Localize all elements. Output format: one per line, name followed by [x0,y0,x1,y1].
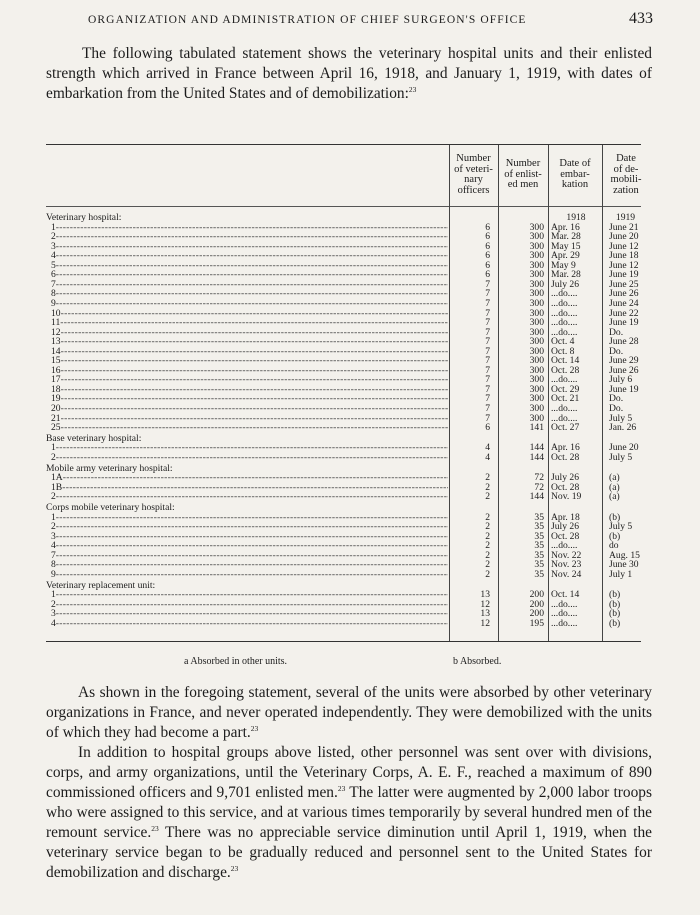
officers-cell: 2 [485,530,490,542]
officers-cell: 7 [485,374,490,386]
unit-number: 1 [51,590,56,601]
officers-cell: 6 [485,221,490,233]
unit-number: 1A [51,473,63,484]
officers-cell: 7 [485,364,490,376]
demobilization-cell: (b) [609,530,621,542]
unit-number: 1 [51,222,56,233]
demobilization-cell: July 6 [609,374,633,386]
table-row [46,492,641,502]
unit-label [46,609,448,619]
intro-text: The following tabulated statement shows the veterinary hospital units and their enlisted strength which arrived in France between April 16, 1918, and January 1, 1919, with dates of embarkation from the United States and of demobilization: [46,45,652,102]
enlisted-men-cell: 300 [529,231,544,243]
unit-label [46,299,448,309]
unit-number: 1B [51,482,63,493]
officers-cell: 7 [485,393,490,405]
unit-label [46,551,448,561]
embarkation-cell: July 26 [551,472,579,484]
enlisted-men-cell: 195 [529,617,544,629]
demobilization-cell: June 28 [609,336,639,348]
demobilization-cell: (a) [609,481,620,493]
unit-number: 2 [51,599,56,610]
unit-label [46,570,448,580]
officers-cell: 2 [485,481,490,493]
enlisted-men-cell: 35 [534,559,544,571]
embarkation-cell: ...do.... [551,326,578,338]
unit-label [46,560,448,570]
embarkation-cell: ...do.... [551,540,578,552]
enlisted-men-cell: 200 [529,598,544,610]
unit-label [46,453,448,463]
officers-cell: 12 [480,598,490,610]
officers-cell: 7 [485,412,490,424]
embarkation-cell: ...do.... [551,307,578,319]
unit-label [46,223,448,233]
enlisted-men-cell: 300 [529,336,544,348]
demobilization-cell: June 20 [609,442,639,454]
unit-number: 6 [51,270,56,281]
officers-cell: 2 [485,472,490,484]
unit-number: 7 [51,550,56,561]
unit-number: 9 [51,298,56,309]
embarkation-cell: July 26 [551,278,579,290]
section-label: Veterinary replacement unit: [46,580,156,591]
demobilization-cell: June 20 [609,231,639,243]
footnote-ref: 23 [408,85,417,94]
demobilization-cell: Do. [609,326,624,338]
embarkation-cell: May 15 [551,240,581,252]
embarkation-cell: Nov. 23 [551,559,582,571]
enlisted-men-cell: 35 [534,530,544,542]
unit-number: 1 [51,512,56,523]
officers-cell: 2 [485,559,490,571]
enlisted-men-cell: 35 [534,540,544,552]
embarkation-cell: ...do.... [551,297,578,309]
demobilization-cell: (b) [609,589,621,601]
unit-label [46,590,448,600]
unit-label [46,385,448,395]
demobilization-cell: July 1 [609,568,633,580]
officers-cell: 6 [485,240,490,252]
enlisted-men-cell: 300 [529,221,544,233]
unit-number: 19 [51,394,61,405]
embarkation-cell: Oct. 29 [551,383,580,395]
unit-number: 17 [51,375,61,386]
enlisted-men-cell: 300 [529,240,544,252]
embarkation-cell: Oct. 14 [551,355,580,367]
officers-cell: 7 [485,383,490,395]
embarkation-cell: Oct. 4 [551,336,575,348]
demobilization-cell: June 30 [609,559,639,571]
section-label: Veterinary hospital: [46,213,122,223]
unit-label [46,404,448,414]
unit-label [46,375,448,385]
demobilization-cell: June 26 [609,288,639,300]
officers-cell: 2 [485,491,490,503]
demobilization-cell: June 21 [609,221,639,233]
unit-number: 3 [51,531,56,542]
unit-number: 3 [51,609,56,620]
paragraph-text: There was no appreciable service diminution until April 1, 1919, when the veterinary service began to be gradually reduced and personnel sent to the United States for demobilization and discharge. [46,824,652,881]
unit-label [46,492,448,502]
embarkation-cell: ...do.... [551,288,578,300]
embarkation-cell: Mar. 28 [551,231,581,243]
unit-number: 11 [51,318,61,329]
enlisted-men-cell: 300 [529,317,544,329]
enlisted-men-cell: 300 [529,345,544,357]
table-row [46,619,641,629]
unit-number: 3 [51,241,56,252]
unit-number: 25 [51,423,61,434]
unit-label [46,532,448,542]
enlisted-men-cell: 300 [529,326,544,338]
enlisted-men-cell: 200 [529,589,544,601]
unit-number: 15 [51,356,61,367]
footnote-ref: 23 [337,784,346,793]
embarkation-cell: ...do.... [551,374,578,386]
demobilization-cell: (b) [609,608,621,620]
section-label: Mobile army veterinary hospital: [46,463,173,474]
unit-label [46,483,448,493]
officers-cell: 7 [485,307,490,319]
unit-label [46,251,448,261]
enlisted-men-cell: 300 [529,383,544,395]
unit-number: 16 [51,365,61,376]
unit-label [46,619,448,629]
officers-cell: 6 [485,231,490,243]
demobilization-cell: Do. [609,345,624,357]
unit-number: 13 [51,337,61,348]
demobilization-cell: Jan. 26 [609,422,637,434]
section-label: Base veterinary hospital: [46,433,142,444]
embarkation-cell: May 9 [551,259,576,271]
embarkation-cell: Apr. 16 [551,442,580,454]
officers-cell: 4 [485,442,490,454]
column-header-enlisted-men: Number of enlist- ed men [504,158,542,191]
demobilization-cell: (a) [609,472,620,484]
unit-label [46,541,448,551]
demobilization-cell: (b) [609,511,621,523]
enlisted-men-cell: 300 [529,259,544,271]
paragraph-text: In addition to hospital groups above listed, other personnel was sent over with divisions, corps, and army organizations, until the Veterinary Corps, A. E. F., reached a maximum of 890 commissioned officers and 9,701 enlisted men. [46,744,652,801]
unit-label [46,394,448,404]
table-row [46,423,641,433]
embarkation-cell: Oct. 8 [551,345,575,357]
unit-number: 4 [51,251,56,262]
unit-number: 1 [51,443,56,454]
column-header-embarkation: Date of embar- kation [559,158,591,191]
embarkation-cell: Apr. 29 [551,250,580,262]
enlisted-men-cell: 300 [529,250,544,262]
embarkation-cell: Oct. 27 [551,422,580,434]
officers-cell: 6 [485,259,490,271]
unit-number: 4 [51,541,56,552]
officers-cell: 2 [485,540,490,552]
enlisted-men-cell: 300 [529,393,544,405]
unit-number: 2 [51,232,56,243]
unit-number: 4 [51,618,56,629]
unit-label [46,309,448,319]
officers-cell: 2 [485,511,490,523]
enlisted-men-cell: 72 [534,472,544,484]
demobilization-cell: June 12 [609,240,639,252]
footnote-ref: 23 [230,864,239,873]
intro-paragraph [46,44,652,104]
section-label: Corps mobile veterinary hospital: [46,503,175,514]
unit-label [46,423,448,433]
officers-cell: 7 [485,278,490,290]
enlisted-men-cell: 35 [534,511,544,523]
table-row [46,453,641,463]
unit-label [46,347,448,357]
table-header-rule [46,206,641,207]
enlisted-men-cell: 35 [534,521,544,533]
demobilization-cell: June 29 [609,355,639,367]
demobilization-cell: Aug. 15 [609,549,640,561]
demobilization-cell: June 19 [609,269,639,281]
footnote-a: a Absorbed in other units. [184,656,288,667]
unit-number: 8 [51,289,56,300]
demobilization-cell: July 5 [609,521,633,533]
demobilization-cell: June 22 [609,307,639,319]
embarkation-cell: July 26 [551,521,579,533]
paragraph-absorbed-units [46,683,652,743]
unit-label [46,366,448,376]
running-title: ORGANIZATION AND ADMINISTRATION OF CHIEF SURGEON'S OFFICE [88,14,527,26]
embarkation-cell: Oct. 28 [551,451,580,463]
demobilization-cell: (b) [609,617,621,629]
enlisted-men-cell: 144 [529,491,544,503]
unit-label [46,443,448,453]
officers-cell: 6 [485,269,490,281]
officers-cell: 12 [480,617,490,629]
demobilization-cell: June 19 [609,317,639,329]
unit-number: 7 [51,279,56,290]
table-bottom-rule [46,641,641,642]
unit-number: 10 [51,308,61,319]
embarkation-cell: Apr. 16 [551,221,580,233]
officers-cell: 6 [485,422,490,434]
embarkation-cell: Apr. 18 [551,511,580,523]
unit-label [46,232,448,242]
unit-label [46,513,448,523]
enlisted-men-cell: 144 [529,442,544,454]
unit-number: 18 [51,384,61,395]
embarkation-cell: Oct. 21 [551,393,580,405]
embarkation-cell: ...do.... [551,412,578,424]
officers-cell: 6 [485,250,490,262]
officers-cell: 7 [485,326,490,338]
demobilization-cell: June 12 [609,259,639,271]
embarkation-cell: ...do.... [551,403,578,414]
demobilization-cell: June 19 [609,383,639,395]
embarkation-cell: Oct. 28 [551,481,580,493]
demobilization-cell: Do. [609,403,624,414]
enlisted-men-cell: 300 [529,364,544,376]
demobilization-cell: June 26 [609,364,639,376]
embarkation-cell: Nov. 22 [551,549,582,561]
embarkation-cell: Oct. 14 [551,589,580,601]
enlisted-men-cell: 300 [529,307,544,319]
unit-label [46,261,448,271]
embarkation-cell: ...do.... [551,598,578,610]
page-number: 433 [629,10,653,27]
paragraph-text: The latter were augmented by 2,000 labor troops who were assigned to this service, and at various times temporarily by several hundred men of the remount service. [46,784,652,841]
enlisted-men-cell: 300 [529,278,544,290]
unit-number: 9 [51,569,56,580]
column-header-officers: Number of veteri- nary officers [454,153,493,196]
enlisted-men-cell: 300 [529,288,544,300]
demobilization-cell: June 18 [609,250,639,262]
embarkation-cell: ...do.... [551,317,578,329]
unit-label [46,242,448,252]
unit-number: 12 [51,327,61,338]
table-top-rule [46,144,641,145]
unit-number: 2 [51,492,56,503]
unit-label [46,270,448,280]
enlisted-men-cell: 300 [529,297,544,309]
officers-cell: 2 [485,568,490,580]
officers-cell: 2 [485,549,490,561]
embarkation-cell: ...do.... [551,608,578,620]
unit-number: 5 [51,260,56,271]
running-head [88,10,653,32]
unit-label [46,289,448,299]
embarkation-cell: Oct. 28 [551,530,580,542]
enlisted-men-cell: 300 [529,403,544,414]
footnote-b: b Absorbed. [453,656,502,667]
unit-number: 2 [51,452,56,463]
embarkation-cell: ...do.... [551,617,578,629]
demobilization-cell: July 5 [609,451,633,463]
embarkation-cell: Nov. 19 [551,491,582,503]
enlisted-men-cell: 300 [529,355,544,367]
unit-label [46,414,448,424]
unit-label [46,280,448,290]
enlisted-men-cell: 300 [529,269,544,281]
enlisted-men-cell: 144 [529,451,544,463]
embarkation-cell: Mar. 28 [551,269,581,281]
paragraph-text: As shown in the foregoing statement, several of the units were absorbed by other veterinary organizations in France, and never operated independently. They were demobilized with the units of which they had become a part. [46,684,652,741]
paragraph-veterinary-corps [46,743,652,883]
unit-label [46,328,448,338]
year-embarkation: 1918 [566,212,586,223]
enlisted-men-cell: 141 [529,422,544,434]
unit-label [46,337,448,347]
officers-cell: 7 [485,355,490,367]
officers-cell: 7 [485,336,490,348]
officers-cell: 13 [480,608,490,620]
officers-cell: 13 [480,589,490,601]
officers-cell: 7 [485,345,490,357]
embarkation-cell: Nov. 24 [551,568,582,580]
officers-cell: 2 [485,521,490,533]
demobilization-cell: do [609,540,619,552]
enlisted-men-cell: 35 [534,568,544,580]
year-demobilization: 1919 [615,212,636,223]
officers-cell: 7 [485,297,490,309]
demobilization-cell: Do. [609,393,624,405]
enlisted-men-cell: 300 [529,374,544,386]
column-header-demobilization: Date of de- mobili- zation [610,153,642,196]
unit-number: 8 [51,560,56,571]
table-row [46,570,641,580]
officers-cell: 7 [485,403,490,414]
unit-number: 20 [51,404,61,414]
demobilization-cell: June 24 [609,297,639,309]
enlisted-men-cell: 200 [529,608,544,620]
unit-label [46,356,448,366]
unit-label [46,600,448,610]
officers-cell: 7 [485,317,490,329]
enlisted-men-cell: 300 [529,412,544,424]
footnote-ref: 23 [151,824,159,833]
unit-number: 2 [51,522,56,533]
officers-cell: 4 [485,451,490,463]
officers-cell: 7 [485,288,490,300]
demobilization-cell: July 5 [609,412,633,424]
demobilization-cell: (b) [609,598,621,610]
unit-label [46,522,448,532]
unit-number: 14 [51,346,61,357]
unit-number: 21 [51,413,61,424]
unit-label [46,318,448,328]
enlisted-men-cell: 35 [534,549,544,561]
enlisted-men-cell: 72 [534,481,544,493]
unit-label [46,473,448,483]
demobilization-cell: June 25 [609,278,639,290]
footnote-ref: 23 [250,724,259,733]
demobilization-cell: (a) [609,491,620,503]
embarkation-cell: Oct. 28 [551,364,580,376]
